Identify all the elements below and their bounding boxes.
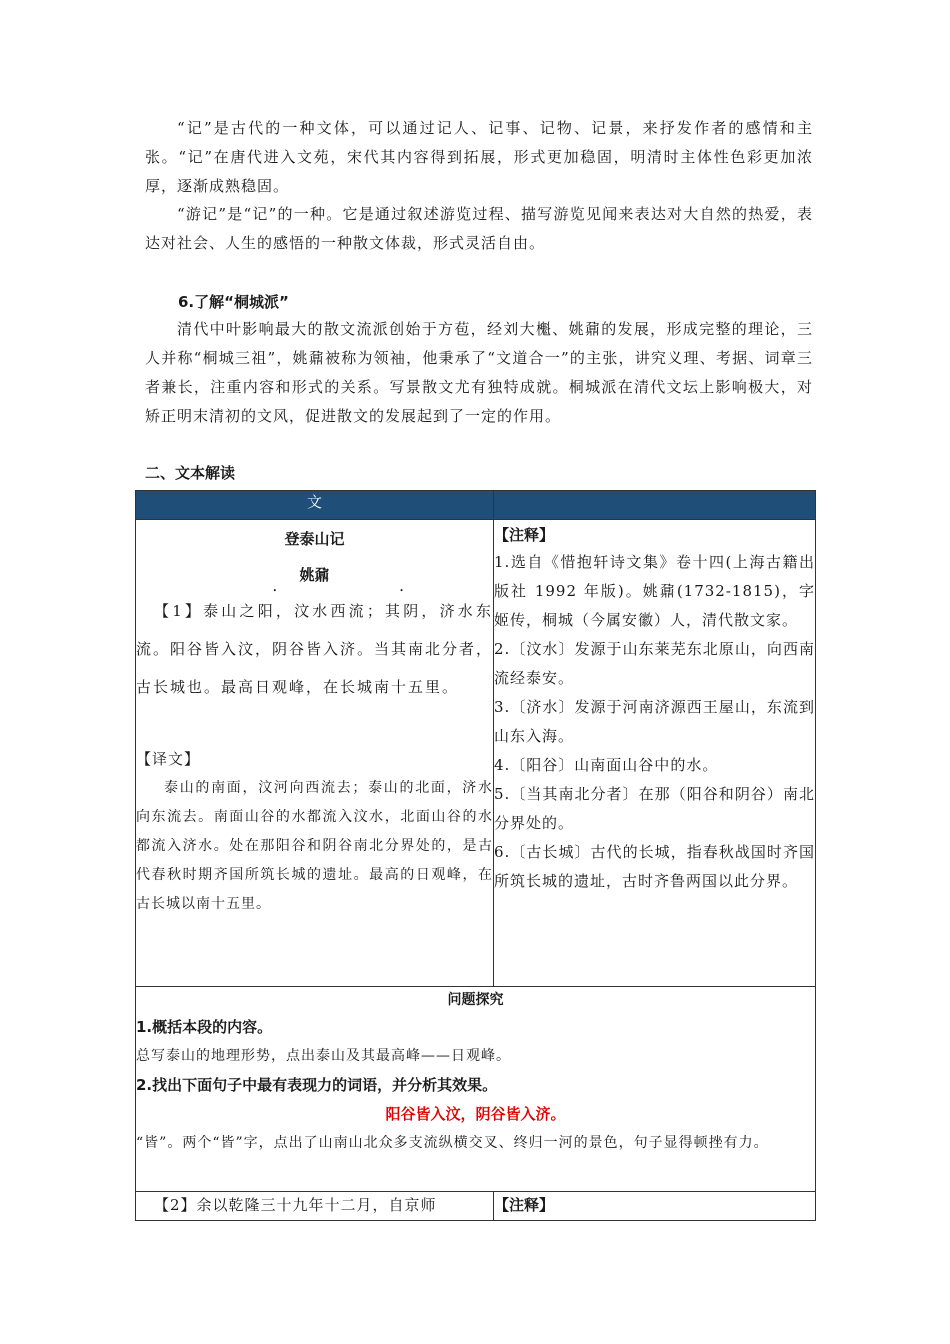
note-3: 3.〔济水〕发源于河南济源西王屋山，东流到山东入海。 (494, 698, 815, 745)
intro-paragraph-1: “记”是古代的一种文体，可以通过记人、记事、记物、记景，来抒发作者的感情和主张。“记”在唐代进入文苑，宋代其内容得到拓展，形式更加稳固，明清时主体性色彩更加浓厚，逐渐成熟稳固。 (145, 119, 813, 195)
inquiry-title: 问题探究 (447, 992, 504, 1008)
original-paragraph-1: 【1】泰山之阳，汶水西流；其阴，济水东流。阳谷皆入汶，阴谷皆入济。当其南北分者，古长城也。最高日观峰，在长城南十五里。 (136, 602, 494, 696)
note-2: 2.〔汶水〕发源于山东莱芜东北原山，向西南流经泰安。 (494, 640, 815, 687)
notes-title-2: 【注释】 (494, 1196, 555, 1214)
section-6-title: 6.了解“桐城派” (178, 293, 289, 311)
notes-cell-2 (494, 1192, 816, 1221)
passage-2-row (136, 1192, 816, 1221)
notes-cell (494, 520, 816, 987)
translation-text: 泰山的南面，汶河向西流去；泰山的北面，济水向东流去。南面山谷的水都流入汶水，北面山谷的水都流入济水。处在那阳谷和阴谷南北分界处的，是古代春秋时期齐国所筑长城的遗址。最高的日观峰，在古长城以南十五里。 (136, 780, 493, 912)
answer-2: “皆”。两个“皆”字，点出了山南山北众多支流纵横交叉、终归一河的景色，句子显得顿挫有力。 (136, 1135, 769, 1151)
section-2-title: 二、文本解读 (145, 464, 236, 482)
passage-1-row (136, 520, 816, 987)
inquiry-row (136, 987, 816, 1192)
essay-title: 登泰山记 (284, 530, 345, 548)
translation-label: 【译文】 (136, 750, 201, 768)
table-header-row (136, 491, 816, 520)
original-text-cell (136, 520, 494, 987)
question-2: 2.找出下面句子中最有表现力的词语，并分析其效果。 (136, 1076, 498, 1094)
original-paragraph-2-start: 【2】余以乾隆三十九年十二月，自京师 (154, 1196, 437, 1214)
essay-author: 姚鼐 (299, 566, 330, 584)
question-2-quote: 阳谷皆入汶，阴谷皆入济。 (385, 1105, 566, 1123)
question-1: 1.概括本段的内容。 (136, 1018, 273, 1036)
note-6: 6.〔古长城〕古代的长城，指春秋战国时齐国所筑长城的遗址，古时齐鲁两国以此分界。 (494, 843, 815, 890)
intro-paragraph-2: “游记”是“记”的一种。它是通过叙述游览过程、描写游览见闻来表达对大自然的热爱，表达对社会、人生的感悟的一种散文体裁，形式灵活自由。 (145, 205, 813, 252)
original-text-cell-2 (136, 1192, 494, 1221)
notes-title: 【注释】 (494, 526, 555, 544)
header-right-cell (494, 491, 816, 520)
text-reading-table (135, 490, 816, 1221)
section-6-body: 清代中叶影响最大的散文流派创始于方苞，经刘大櫆、姚鼐的发展，形成完整的理论，三人并称“桐城三祖”，姚鼐被称为领袖，他秉承了“文道合一”的主张，讲究义理、考据、词章三者兼长，注重内容和形式的关系。写景散文尤有独特成就。桐城派在清代文坛上影响极大，对矫正明末清初的文风，促进散文的发展起到了一定的作用。 (145, 320, 813, 425)
inquiry-cell (136, 987, 816, 1192)
note-5: 5.〔当其南北分者〕在那（阳谷和阴谷）南北分界处的。 (494, 785, 815, 832)
note-1: 1.选自《惜抱轩诗文集》卷十四(上海古籍出版社 1992 年版)。姚鼐(1732-1815)，字姬传，桐城（今属安徽）人，清代散文家。 (494, 553, 815, 629)
answer-1: 总写泰山的地理形势，点出泰山及其最高峰——日观峰。 (136, 1048, 511, 1064)
note-4: 4.〔阳谷〕山南面山谷中的水。 (494, 756, 719, 774)
header-left-cell: 文 (136, 491, 494, 520)
